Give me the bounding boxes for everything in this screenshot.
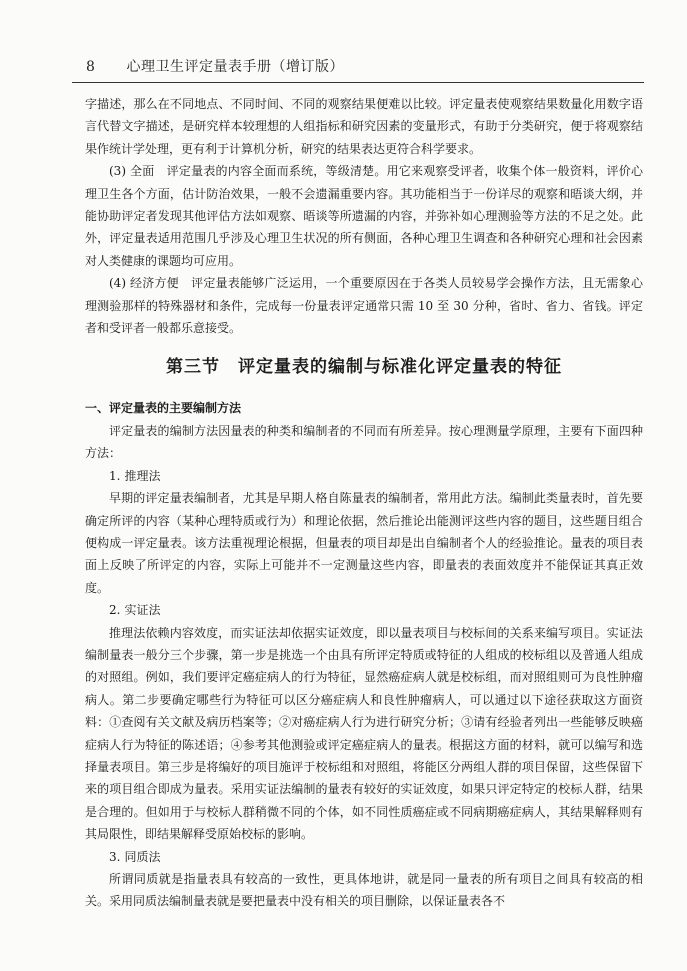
method-number: 2.: [109, 603, 121, 618]
paragraph-economical: (4) 经济方便 评定量表能够广泛运用，一个重要原因在于各类人员较易学会操作方法，且无需象心理测验那样的特殊器材和条件，完成每一份量表评定通常只需 10 至 30 分种，省时、省力、省钱。评定者和受评者一般都乐意接受。: [85, 276, 643, 336]
book-title: 心理卫生评定量表手册（增订版）: [126, 59, 344, 75]
method-heading-empirical: [85, 599, 643, 621]
method-heading-reasoning: [85, 465, 643, 487]
page-number: 8: [86, 59, 95, 75]
method-heading-homogeneity: [85, 846, 643, 868]
method-number: 1.: [109, 468, 121, 483]
page-body: [85, 93, 643, 913]
paragraph-homogeneity-method: 所谓同质就是指量表具有较高的一致性，更具体地讲，就是同一量表的所有项目之间具有较高的相关。采用同质法编制量表就是要把量表中没有相关的项目删除，以保证量表各不: [85, 872, 643, 909]
paragraph-reasoning-method: 早期的评定量表编制者，尤其是早期人格自陈量表的编制者，常用此方法。编制此类量表时，首先要确定所评的内容（某种心理特质或行为）和理论依据，然后推论出能测评这些内容的题目，这些题目组合便构成一评定量表。该方法重视理论根据，但量表的项目却是出自编制者个人的经验推论。量表的项目表面上反映了所评定的内容，实际上可能并不一定测量这些内容，即量表的表面效度并不能保证其真正效度。: [85, 491, 643, 595]
method-name: 同质法: [124, 849, 161, 864]
subsection-title: 一、评定量表的主要编制方法: [85, 401, 242, 416]
paragraph-methods-intro: 评定量表的编制方法因量表的种类和编制者的不同而有所差异。按心理测量学原理，主要有下面四种方法：: [85, 423, 643, 461]
section-title: 第三节 评定量表的编制与标准化评定量表的特征: [166, 357, 562, 378]
method-number: 3.: [109, 849, 121, 864]
header-rule: [72, 82, 644, 83]
method-name: 实证法: [124, 603, 161, 618]
method-name: 推理法: [124, 468, 161, 483]
paragraph-empirical-method: 推理法依赖内容效度，而实证法却依据实证效度，即以量表项目与校标间的关系来编写项目。实证法编制量表一般分三个步骤，第一步是挑选一个由具有所评定特质或特征的人组成的校标组以及普通人组成的对照组。例如，我们要评定癌症病人的行为特征，显然癌症病人就是校标组，而对照组则可为良性肿瘤病人。第二步要确定哪些行为特征可以区分癌症病人和良性肿瘤病人，可以通过以下途径获取这方面资料：①查阅有关文献及病历档案等；②对癌症病人行为进行研究分析；③请有经验者列出一些能够反映癌症病人行为特征的陈述语；④参考其他测验或评定癌症病人的量表。根据这方面的材料，就可以编写和选择量表项目。第三步是将编好的项目施评于校标组和对照组，将能区分两组人群的项目保留，这些保留下来的项目组合即成为量表。采用实证法编制的量表有较好的实证效度，如果只评定特定的校标人群，结果是合理的。但如用于与校标人群稍微不同的个体，如不同性质癌症或不同病期癌症病人，其结果解释则有其局限性，即结果解释受原始校标的影响。: [85, 625, 643, 842]
running-header: [74, 56, 642, 78]
paragraph-continued: 字描述，那么在不同地点、不同时间、不同的观察结果便难以比较。评定量表使观察结果数量化用数字语言代替文字描述，是研究样本较理想的人组指标和研究因素的变量形式，有助于分类研究，便于将观察结果作统计学处理，更有利于计算机分析，研究的结果表达更符合科学要求。: [85, 97, 643, 156]
paragraph-comprehensive: (3) 全面 评定量表的内容全面而系统，等级清楚。用它来观察受评者，收集个体一般资料，评价心理卫生各个方面，估计防治效果，一般不会遗漏重要内容。其功能相当于一份详尽的观察和晤谈大纲，并能协助评定者发现其他评估方法如观察、晤谈等所遗漏的内容，并弥补如心理测验等方法的不足之处。此外，评定量表适用范围几乎涉及心理卫生状况的所有侧面，各种心理卫生调查和各种研究心理和社会因素对人类健康的课题均可应用。: [85, 164, 643, 268]
